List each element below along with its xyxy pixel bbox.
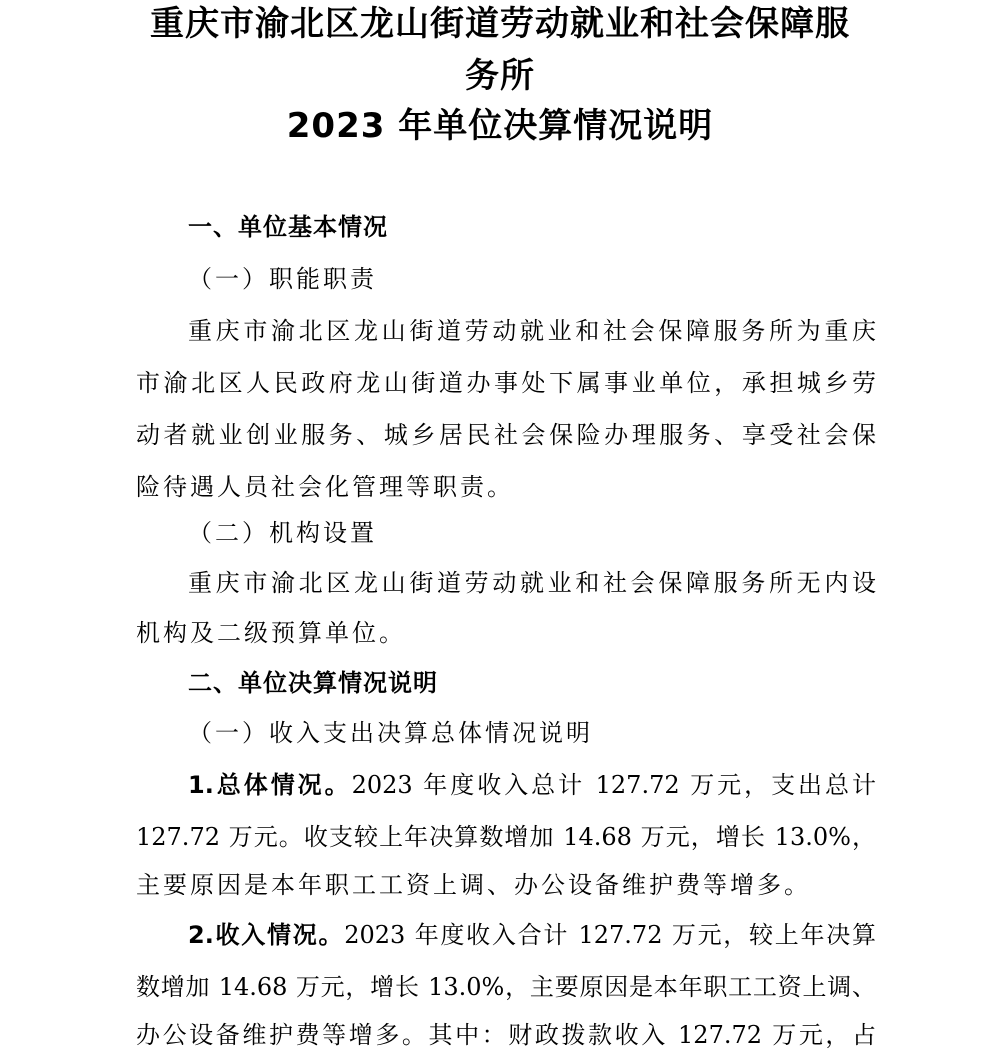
- paragraph-text: 2023 年度收入合计 127.72 万元，较上年决算: [344, 921, 876, 949]
- paragraph-lead: 1.总体情况。: [188, 771, 352, 799]
- paragraph-line: 市渝北区人民政府龙山街道办事处下属事业单位，承担城乡劳: [136, 369, 876, 397]
- paragraph-line: [188, 918, 876, 952]
- section-1-sub-1-heading: （一）职能职责: [188, 265, 377, 293]
- document-title-line-2: 务所: [465, 56, 535, 96]
- paragraph-line: 数增加 14.68 万元，增长 13.0%，主要原因是本年职工工资上调、: [136, 973, 876, 1001]
- section-1-heading: 一、单位基本情况: [188, 213, 388, 241]
- document-title-line-1: 重庆市渝北区龙山街道劳动就业和社会保障服: [150, 4, 850, 44]
- paragraph-text: 2023 年度收入总计 127.72 万元，支出总计: [351, 771, 876, 799]
- paragraph-line: 重庆市渝北区龙山街道劳动就业和社会保障服务所为重庆: [188, 317, 876, 345]
- paragraph-line: 动者就业创业服务、城乡居民社会保险办理服务、享受社会保: [136, 421, 876, 449]
- paragraph-line: 办公设备维护费等增多。其中：财政拨款收入 127.72 万元，占: [136, 1021, 876, 1049]
- paragraph-lead: 2.收入情况。: [188, 921, 345, 949]
- paragraph-line: 机构及二级预算单位。: [136, 619, 406, 647]
- paragraph-line: 险待遇人员社会化管理等职责。: [136, 473, 514, 501]
- section-2-heading: 二、单位决算情况说明: [188, 669, 438, 697]
- paragraph-line: 主要原因是本年职工工资上调、办公设备维护费等增多。: [136, 871, 811, 899]
- paragraph-line: 127.72 万元。收支较上年决算数增加 14.68 万元，增长 13.0%，: [136, 823, 876, 851]
- section-2-sub-1-heading: （一）收入支出决算总体情况说明: [188, 719, 593, 747]
- paragraph-line: 重庆市渝北区龙山街道劳动就业和社会保障服务所无内设: [188, 569, 876, 597]
- paragraph-line: [188, 768, 876, 802]
- document-title-line-3: 2023 年单位决算情况说明: [286, 106, 714, 146]
- section-1-sub-2-heading: （二）机构设置: [188, 519, 377, 547]
